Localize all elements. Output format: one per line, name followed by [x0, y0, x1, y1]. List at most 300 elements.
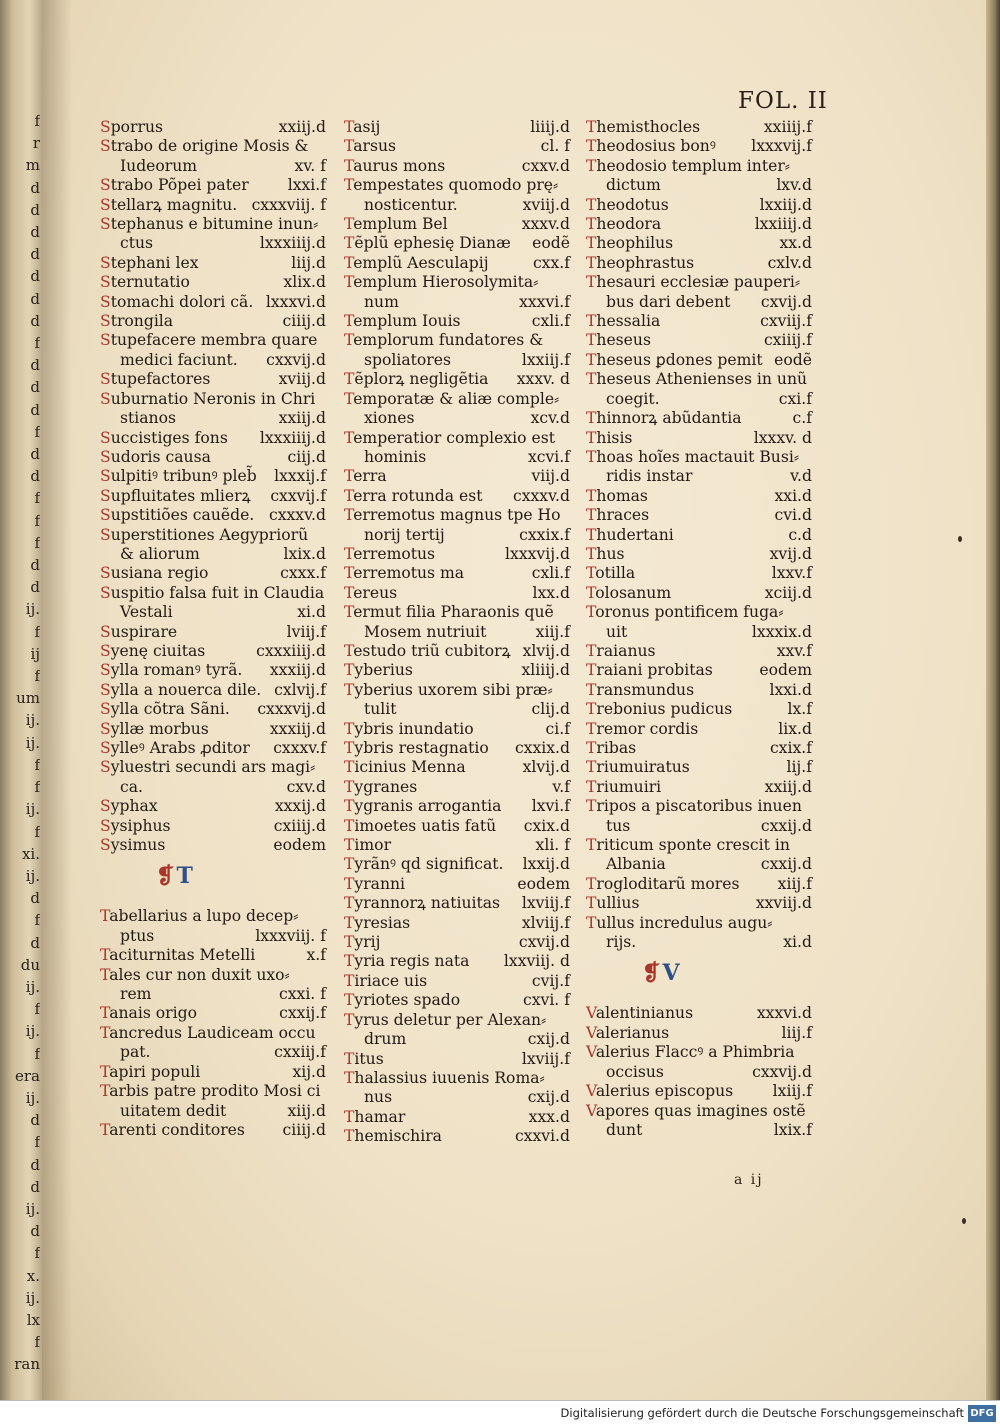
entry-line: [100, 196, 326, 215]
index-entry: [586, 370, 812, 409]
entry-term: Tasij: [344, 118, 381, 136]
index-entry: [100, 681, 326, 700]
folio-reference: lxxxix.d: [751, 622, 812, 641]
entry-term: Tereus: [344, 583, 398, 602]
rubricated-initial: T: [586, 641, 597, 660]
entry-line: [344, 720, 570, 739]
folio-reference: lxxxv. d: [753, 428, 812, 447]
entry-term: Supfluitates mlierꝝ: [100, 486, 251, 505]
entry-line: [586, 720, 812, 739]
entry-term: Themisthocles: [586, 118, 701, 136]
left-fragment: du: [20, 955, 40, 974]
entry-term: Themischira: [344, 1127, 442, 1146]
rubricated-initial: T: [586, 525, 597, 544]
rubricated-initial: T: [586, 447, 597, 466]
index-entry: [100, 526, 326, 565]
folio-reference: xlviij.f: [521, 913, 570, 932]
folio-reference: cxxxviij. f: [251, 195, 326, 214]
entry-term: drum: [364, 1030, 407, 1049]
rubricated-initial: T: [344, 816, 355, 835]
rubricated-initial: T: [100, 1004, 110, 1023]
entry-term: Tyresias: [344, 913, 411, 932]
entry-line: [344, 1011, 570, 1030]
rubricated-initial: T: [586, 350, 597, 369]
entry-line: [344, 623, 570, 642]
index-entry: [100, 642, 326, 661]
folio-reference: lxxxvi.d: [265, 292, 326, 311]
entry-term: Terra: [344, 467, 387, 486]
left-fragment: ij.: [25, 977, 40, 996]
entry-term: Titus: [344, 1049, 384, 1068]
rubricated-initial: S: [100, 253, 111, 272]
folio-reference: xv. f: [294, 156, 326, 175]
entry-line: [586, 1004, 812, 1023]
entry-term: Totilla: [586, 564, 636, 583]
folio-reference: xi.d: [783, 933, 812, 952]
entry-line: [586, 293, 812, 312]
entry-line: [344, 972, 570, 991]
folio-reference: ci.f: [545, 719, 570, 738]
entry-term: occisus: [606, 1062, 664, 1081]
index-entry: [586, 118, 812, 137]
index-entry: [586, 564, 812, 583]
index-entry: [100, 1121, 326, 1140]
entry-term: Tarsus: [344, 137, 397, 156]
entry-line: [100, 1082, 326, 1101]
left-fragment: f: [34, 533, 40, 552]
entry-term: bus dari debent: [606, 292, 731, 311]
entry-line: [586, 351, 812, 370]
entry-line: [100, 331, 326, 350]
entry-line: [344, 157, 570, 176]
index-column-1: [100, 118, 326, 1140]
entry-term: Valerius episcopus: [586, 1082, 734, 1101]
folio-reference: lxxxvij.f: [751, 137, 812, 156]
pilcrow-icon: ❡: [156, 863, 177, 890]
entry-term: Triumuiratus: [586, 758, 690, 777]
entry-line: [344, 176, 570, 195]
entry-term: Valentinianus: [586, 1004, 694, 1023]
index-entry: [100, 254, 326, 273]
entry-term: Theophilus: [586, 234, 674, 253]
entry-term: Sylla a nouerca dile.: [100, 680, 262, 699]
entry-term: Taurus mons: [344, 156, 446, 175]
rubricated-initial: T: [344, 564, 354, 583]
rubricated-initial: T: [344, 971, 355, 990]
entry-term: Sulpitiꝰ tribunꝰ pleb̃: [100, 467, 257, 486]
left-fragment: f: [34, 1244, 40, 1263]
index-entry: [586, 739, 812, 758]
left-fragment: ij.: [25, 1288, 40, 1307]
left-fragment: d: [30, 223, 40, 242]
footer-credit: Digitalisierung gefördert durch die Deutsche Forschungsgemeinschaft: [560, 1406, 964, 1420]
folio-reference: xxiij.d: [278, 409, 326, 428]
entry-term: tulit: [364, 700, 397, 719]
rubricated-initial: T: [344, 952, 355, 971]
folio-header: FOL. II: [738, 88, 828, 114]
folio-reference: xiij.d: [287, 1101, 326, 1120]
index-entry: [586, 273, 812, 312]
left-fragment: f: [34, 422, 40, 441]
entry-line: [100, 623, 326, 642]
entry-term: Thisis: [586, 428, 633, 447]
entry-term: Sylleꝰ Arabs ꝓditor: [100, 739, 250, 757]
folio-reference: lviij.f: [286, 622, 326, 641]
entry-line: [586, 234, 812, 253]
entry-line: [100, 681, 326, 700]
folio-reference: c.d: [788, 525, 812, 544]
rubricated-initial: V: [586, 1082, 596, 1101]
rubricated-initial: T: [344, 874, 355, 893]
entry-term: Tripos a piscatoribus inuen: [586, 797, 802, 816]
entry-term: pat.: [120, 1043, 151, 1062]
rubricated-initial: S: [100, 118, 111, 136]
rubricated-initial: T: [586, 312, 597, 331]
entry-line: [344, 817, 570, 836]
index-entry: [100, 720, 326, 739]
folio-reference: cxij.d: [527, 1088, 570, 1107]
folio-reference: xlvij.d: [522, 641, 570, 660]
index-entry: [586, 778, 812, 797]
index-entry: [586, 487, 812, 506]
entry-line: [344, 1088, 570, 1107]
entry-line: [100, 985, 326, 1004]
index-entry: [586, 215, 812, 234]
folio-reference: cxxiij.f: [274, 1043, 326, 1062]
rubricated-initial: S: [100, 797, 111, 816]
folio-reference: lxxviij. d: [503, 952, 570, 971]
entry-line: [100, 836, 326, 855]
rubricated-initial: T: [586, 661, 597, 680]
index-entry: [100, 487, 326, 506]
entry-term: Tales cur non duxit uxo⸗: [100, 965, 290, 984]
index-entry: [344, 720, 570, 739]
folio-reference: xxxiij.d: [269, 661, 326, 680]
rubricated-initial: T: [100, 1082, 110, 1101]
index-entry: [344, 797, 570, 816]
rubricated-initial: T: [344, 933, 355, 952]
rubricated-initial: T: [344, 467, 354, 486]
entry-line: [100, 448, 326, 467]
entry-term: Theophrastus: [586, 253, 695, 272]
folio-reference: x.f: [306, 946, 326, 965]
entry-line: [100, 1063, 326, 1082]
entry-line: [586, 487, 812, 506]
entry-line: [100, 390, 326, 409]
entry-line: [344, 506, 570, 525]
index-entry: [586, 661, 812, 680]
index-entry: [586, 448, 812, 487]
folio-reference: eodẽ: [774, 350, 812, 369]
entry-term: Syluestri secundi ars magi⸗: [100, 758, 316, 777]
entry-term: Sporrus: [100, 118, 164, 136]
index-entry: [100, 506, 326, 525]
index-entry: [344, 1050, 570, 1069]
rubricated-initial: T: [344, 797, 355, 816]
folio-reference: lxxxiiij.d: [259, 234, 326, 253]
index-entry: [100, 429, 326, 448]
rubricated-initial: T: [586, 777, 597, 796]
rubricated-initial: T: [100, 965, 110, 984]
index-entry: [100, 1024, 326, 1063]
index-entry: [100, 564, 326, 583]
rubricated-initial: T: [344, 894, 355, 913]
folio-reference: lxxv.f: [771, 564, 812, 583]
entry-term: Tullius: [586, 894, 640, 913]
rubricated-initial: T: [586, 156, 597, 175]
index-entry: [344, 467, 570, 486]
left-fragment: ij.: [25, 711, 40, 730]
index-entry: [100, 1082, 326, 1121]
rubricated-initial: V: [586, 1004, 596, 1023]
index-entry: [344, 817, 570, 836]
entry-term: Tyberius uxorem sibi præ⸗: [344, 680, 553, 699]
entry-line: [100, 370, 326, 389]
rubricated-initial: T: [344, 428, 354, 447]
rubricated-initial: T: [586, 913, 597, 932]
left-fragment: f: [34, 622, 40, 641]
rubricated-initial: T: [344, 389, 354, 408]
entry-line: [344, 351, 570, 370]
entry-line: [344, 137, 570, 156]
entry-line: [586, 1024, 812, 1043]
entry-term: Tempestates quomodo prę⸗: [344, 176, 559, 195]
index-entry: [344, 972, 570, 991]
folio-reference: xxiiij.f: [763, 118, 812, 136]
index-entry: [344, 312, 570, 331]
entry-line: [344, 448, 570, 467]
entry-term: hominis: [364, 447, 427, 466]
index-entry: [586, 254, 812, 273]
section-letter: V: [662, 960, 682, 987]
entry-line: [344, 681, 570, 700]
entry-line: [100, 487, 326, 506]
entry-line: [586, 681, 812, 700]
index-entry: [100, 293, 326, 312]
rubricated-initial: T: [586, 118, 597, 136]
folio-reference: xxxij.d: [274, 797, 326, 816]
entry-term: stianos: [120, 409, 176, 428]
entry-term: Tancredus Laudiceam occu: [100, 1023, 316, 1042]
folio-reference: xxxvi.d: [756, 1004, 812, 1023]
folio-reference: cxxvij.f: [270, 486, 326, 505]
folio-reference: cxviij.f: [760, 312, 812, 331]
entry-term: Stellarꝝ magnitu.: [100, 195, 238, 214]
index-entry: [586, 720, 812, 739]
rubricated-initial: T: [344, 234, 355, 253]
section-heading: [642, 960, 812, 990]
index-entry: [100, 758, 326, 797]
entry-line: [344, 390, 570, 409]
folio-reference: lxix.d: [283, 544, 326, 563]
entry-line: [100, 946, 326, 965]
entry-term: Strabo de origine Mosis &: [100, 137, 309, 156]
rubricated-initial: T: [586, 331, 597, 350]
rubricated-initial: T: [344, 215, 354, 234]
left-fragment: d: [30, 245, 40, 264]
left-fragment: um: [16, 689, 40, 708]
entry-line: [586, 836, 812, 855]
entry-line: [586, 797, 812, 816]
left-fragment: ij.: [25, 733, 40, 752]
index-entry: [100, 797, 326, 816]
entry-term: Terremotus ma: [344, 564, 465, 583]
folio-reference: lxxi.f: [287, 176, 326, 195]
entry-term: Thomas: [586, 486, 648, 505]
rubricated-initial: T: [344, 253, 354, 272]
entry-term: Templum Bel: [344, 215, 448, 234]
left-fragment: d: [30, 1111, 40, 1130]
entry-term: Theodosius bonꝰ: [586, 137, 716, 156]
index-entry: [344, 933, 570, 952]
folio-reference: cxxv.d: [521, 156, 570, 175]
folio-reference: v.d: [790, 467, 812, 486]
folio-reference: lx.f: [787, 700, 812, 719]
index-entry: [344, 875, 570, 894]
entry-line: [100, 351, 326, 370]
folio-reference: xx.d: [779, 234, 812, 253]
entry-term: Sysimus: [100, 836, 166, 855]
rubricated-initial: S: [100, 525, 111, 544]
entry-term: Syenę ciuitas: [100, 641, 206, 660]
entry-term: Sysiphus: [100, 816, 171, 835]
index-entry: [586, 545, 812, 564]
index-entry: [100, 700, 326, 719]
index-entry: [344, 584, 570, 603]
ink-speck: [958, 536, 962, 542]
entry-line: [100, 797, 326, 816]
rubricated-initial: T: [586, 836, 597, 855]
entry-line: [100, 176, 326, 195]
entry-line: [344, 564, 570, 583]
entry-line: [586, 1063, 812, 1082]
rubricated-initial: S: [100, 331, 111, 350]
entry-line: [100, 409, 326, 428]
left-fragment: d: [30, 578, 40, 597]
index-entry: [586, 429, 812, 448]
left-fragment: ij.: [25, 1199, 40, 1218]
folio-reference: ciiij.d: [282, 312, 326, 331]
left-fragment: f: [34, 334, 40, 353]
entry-term: Traianus: [586, 641, 656, 660]
folio-reference: xiij.f: [535, 622, 570, 641]
entry-line: [344, 215, 570, 234]
footer-bar: [0, 1400, 1000, 1428]
rubricated-initial: T: [344, 1107, 355, 1126]
entry-line: [344, 914, 570, 933]
index-entry: [586, 584, 812, 603]
entry-term: Timoetes uatis fatũ: [344, 816, 497, 835]
entry-line: [100, 720, 326, 739]
entry-term: uitatem dedit: [120, 1101, 227, 1120]
rubricated-initial: S: [100, 137, 111, 156]
folio-reference: xvij.d: [769, 544, 812, 563]
index-entry: [344, 991, 570, 1010]
rubricated-initial: T: [586, 603, 596, 622]
index-entry: [100, 448, 326, 467]
rubricated-initial: T: [344, 739, 355, 757]
entry-line: [344, 1050, 570, 1069]
folio-reference: cxiiij.d: [273, 816, 326, 835]
entry-line: [344, 739, 570, 758]
index-entry: [344, 603, 570, 642]
entry-term: num: [364, 292, 399, 311]
index-entry: [586, 137, 812, 156]
entry-term: norij tertij: [364, 525, 445, 544]
rubricated-initial: T: [344, 1049, 355, 1068]
folio-reference: xxxv.d: [521, 215, 570, 234]
index-entry: [344, 642, 570, 661]
entry-line: [344, 331, 570, 350]
entry-term: tus: [606, 816, 631, 835]
index-entry: [100, 817, 326, 836]
entry-line: [586, 331, 812, 350]
entry-term: Triumuiri: [586, 777, 662, 796]
folio-reference: cxli.f: [531, 564, 570, 583]
left-fragment: ij.: [25, 600, 40, 619]
entry-line: [100, 758, 326, 777]
index-entry: [100, 966, 326, 1005]
entry-line: [586, 778, 812, 797]
index-entry: [344, 176, 570, 215]
index-entry: [344, 254, 570, 273]
rubricated-initial: T: [586, 253, 597, 272]
entry-line: [344, 1030, 570, 1049]
entry-line: [344, 545, 570, 564]
index-entry: [344, 952, 570, 971]
entry-term: Mosem nutriuit: [364, 622, 487, 641]
left-fragment: d: [30, 556, 40, 575]
rubricated-initial: T: [344, 331, 354, 350]
entry-line: [586, 817, 812, 836]
rubricated-initial: S: [100, 680, 111, 699]
entry-term: Sylla cõtra Sãni.: [100, 700, 230, 719]
left-fragment: f: [34, 1333, 40, 1352]
folio-reference: cxvi. f: [522, 991, 570, 1010]
folio-reference: xlix.d: [283, 273, 326, 292]
left-fragment: f: [34, 755, 40, 774]
left-fragment: ij.: [25, 1022, 40, 1041]
index-entry: [586, 234, 812, 253]
left-page-fragments: [4, 110, 40, 1376]
entry-line: [344, 758, 570, 777]
index-entry: [100, 370, 326, 389]
entry-term: Tyriotes spado: [344, 991, 461, 1010]
ink-speck: [962, 1218, 966, 1224]
rubricated-initial: T: [586, 739, 597, 757]
rubricated-initial: T: [586, 700, 597, 719]
entry-term: Stupefactores: [100, 370, 211, 389]
entry-term: Terremotus: [344, 544, 436, 563]
rubricated-initial: S: [100, 389, 111, 408]
left-fragment: xi.: [21, 844, 40, 863]
entry-term: Taciturnitas Metelli: [100, 946, 256, 965]
entry-line: [344, 429, 570, 448]
dfg-logo: DFG: [968, 1405, 996, 1422]
entry-term: Toronus pontificem fuga⸗: [586, 603, 784, 622]
entry-term: Tẽplorꝝ negligẽtia: [344, 370, 489, 389]
rubricated-initial: T: [586, 894, 597, 913]
rubricated-initial: S: [100, 836, 111, 855]
entry-term: Temporatæ & aliæ comple⸗: [344, 389, 560, 408]
rubricated-initial: T: [344, 544, 354, 563]
rubricated-initial: T: [344, 641, 354, 660]
entry-line: [344, 1108, 570, 1127]
entry-line: [586, 273, 812, 292]
entry-term: dictum: [606, 176, 661, 195]
entry-line: [586, 642, 812, 661]
index-entry: [100, 661, 326, 680]
